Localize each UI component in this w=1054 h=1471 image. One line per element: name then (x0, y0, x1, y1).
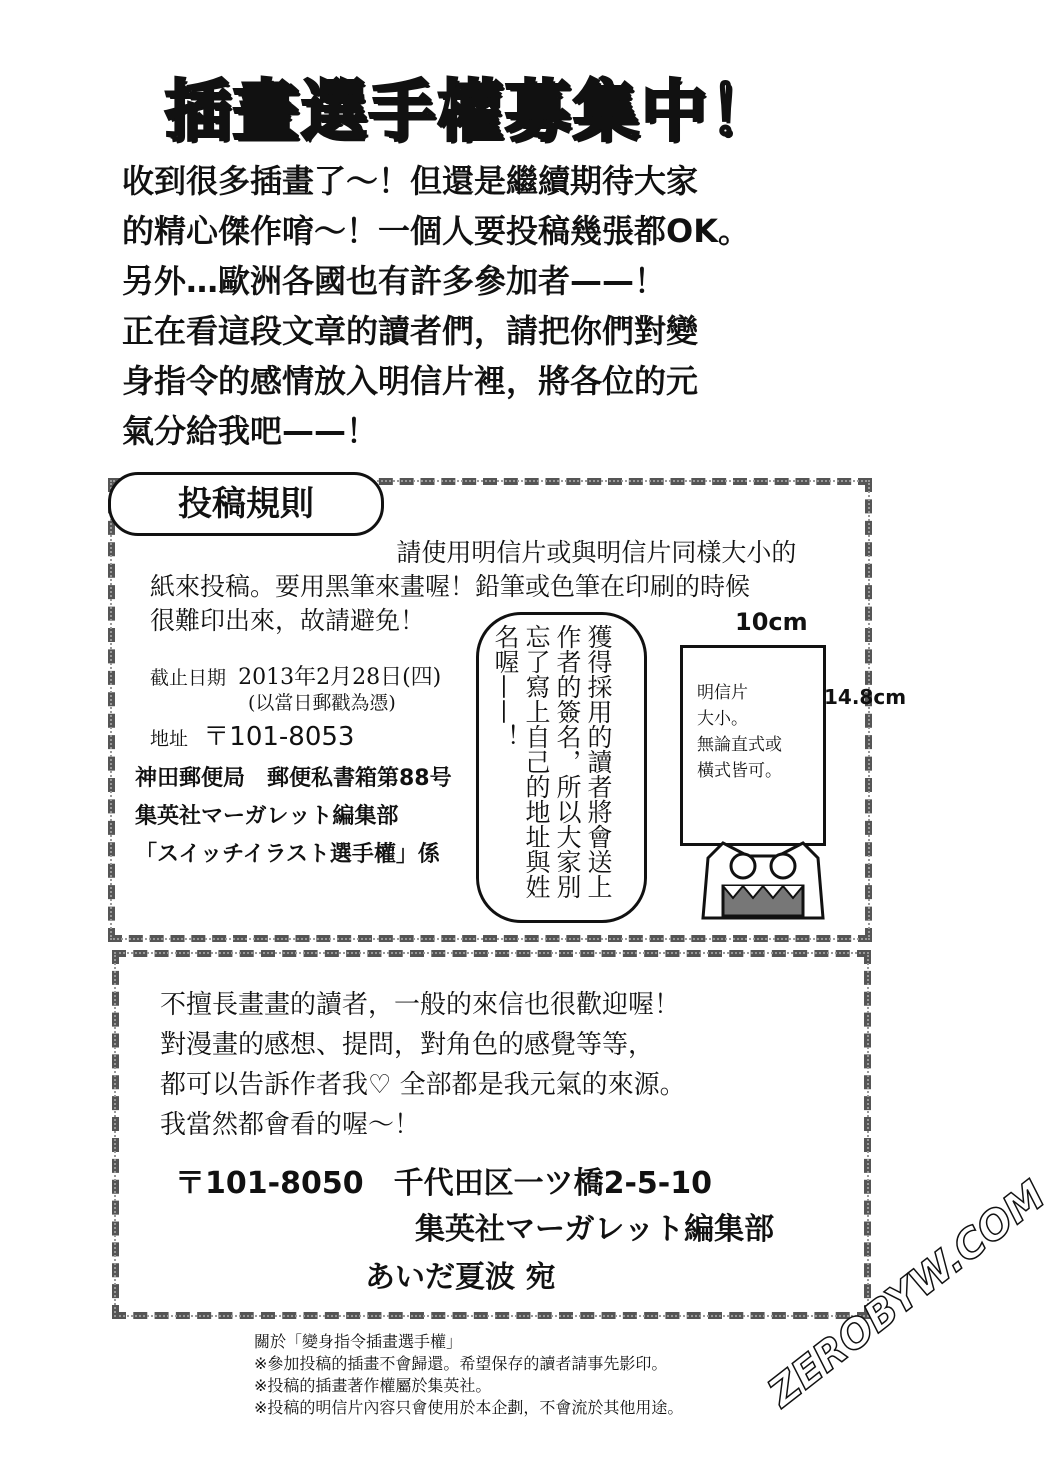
letters-address-1: 〒101-8050 千代田区一ツ橋2-5-10 (175, 1166, 712, 1201)
card-text: 明信片 大小。 無論直式或 橫式皆可。 (697, 683, 782, 781)
letters-text: 不擅長畫畫的讀者，一般的來信也很歡迎喔！ 對漫畫的感想、提問，對角色的感覺等等， 都可以告訴作者我♡ 全部都是我元氣的來源。 我當然都會看的喔～！ (160, 990, 686, 1140)
deadline-note: (以當日郵戳為憑) (248, 692, 396, 714)
title-part2: 選手權募集中！ (301, 73, 777, 150)
cat-mascot-icon (688, 838, 838, 923)
address-lines (135, 760, 452, 874)
rules-heading: 投稿規則 (108, 472, 384, 536)
intro-text: 收到很多插畫了～！但還是繼續期待大家 的精心傑作唷～！一個人要投稿幾張都OK。 另外…歐洲各國也有許多參加者——！ 正在看這段文章的讀者們，請把你們對變 身指令的感情放入明信片裡，將各位的元 氣分給我吧——！ (122, 162, 751, 450)
page-title (165, 58, 777, 153)
notes: 關於「變身指令插畫選手權」 ※參加投稿的插畫不會歸還。希望保存的讀者請事先影印。 ※投稿的插畫著作權屬於集英社。 ※投稿的明信片內容只會使用於本企劃，不會流於其他用途。 (254, 1332, 684, 1417)
card-width-label: 10cm (735, 608, 808, 636)
letters-address-3: あいだ夏波 宛 (365, 1260, 556, 1295)
deadline-date: 2013年2月28日(四) (238, 665, 442, 690)
letters-address-2: 集英社マーガレット編集部 (415, 1212, 775, 1247)
address-line: 集英社マーガレット編集部 (135, 804, 399, 829)
watermark: ZEROBYW.COM (760, 1172, 1054, 1417)
bubble-text: 獲得採用的讀者將會送上作者的簽名，所以大家別忘了寫上自己的地址與姓名喔——！ (491, 624, 613, 899)
address-line: 「スイッチイラスト選手權」係 (135, 842, 440, 867)
address (150, 716, 354, 753)
deadline (150, 660, 441, 691)
rules-text: 請使用明信片或與明信片同樣大小的 紙來投稿。要用黑筆來畫喔！鉛筆或色筆在印刷的時候 很難印出來，故請避免！ (150, 538, 797, 635)
title-part1: 插畫 (165, 73, 301, 150)
address-label: 地址 (150, 728, 189, 750)
deadline-label: 截止日期 (150, 667, 227, 689)
address-line: 神田郵便局 郵便私書箱第88号 (135, 766, 452, 791)
postcode: 〒101-8053 (203, 722, 355, 752)
card-height-label: 14.8cm (824, 685, 907, 709)
